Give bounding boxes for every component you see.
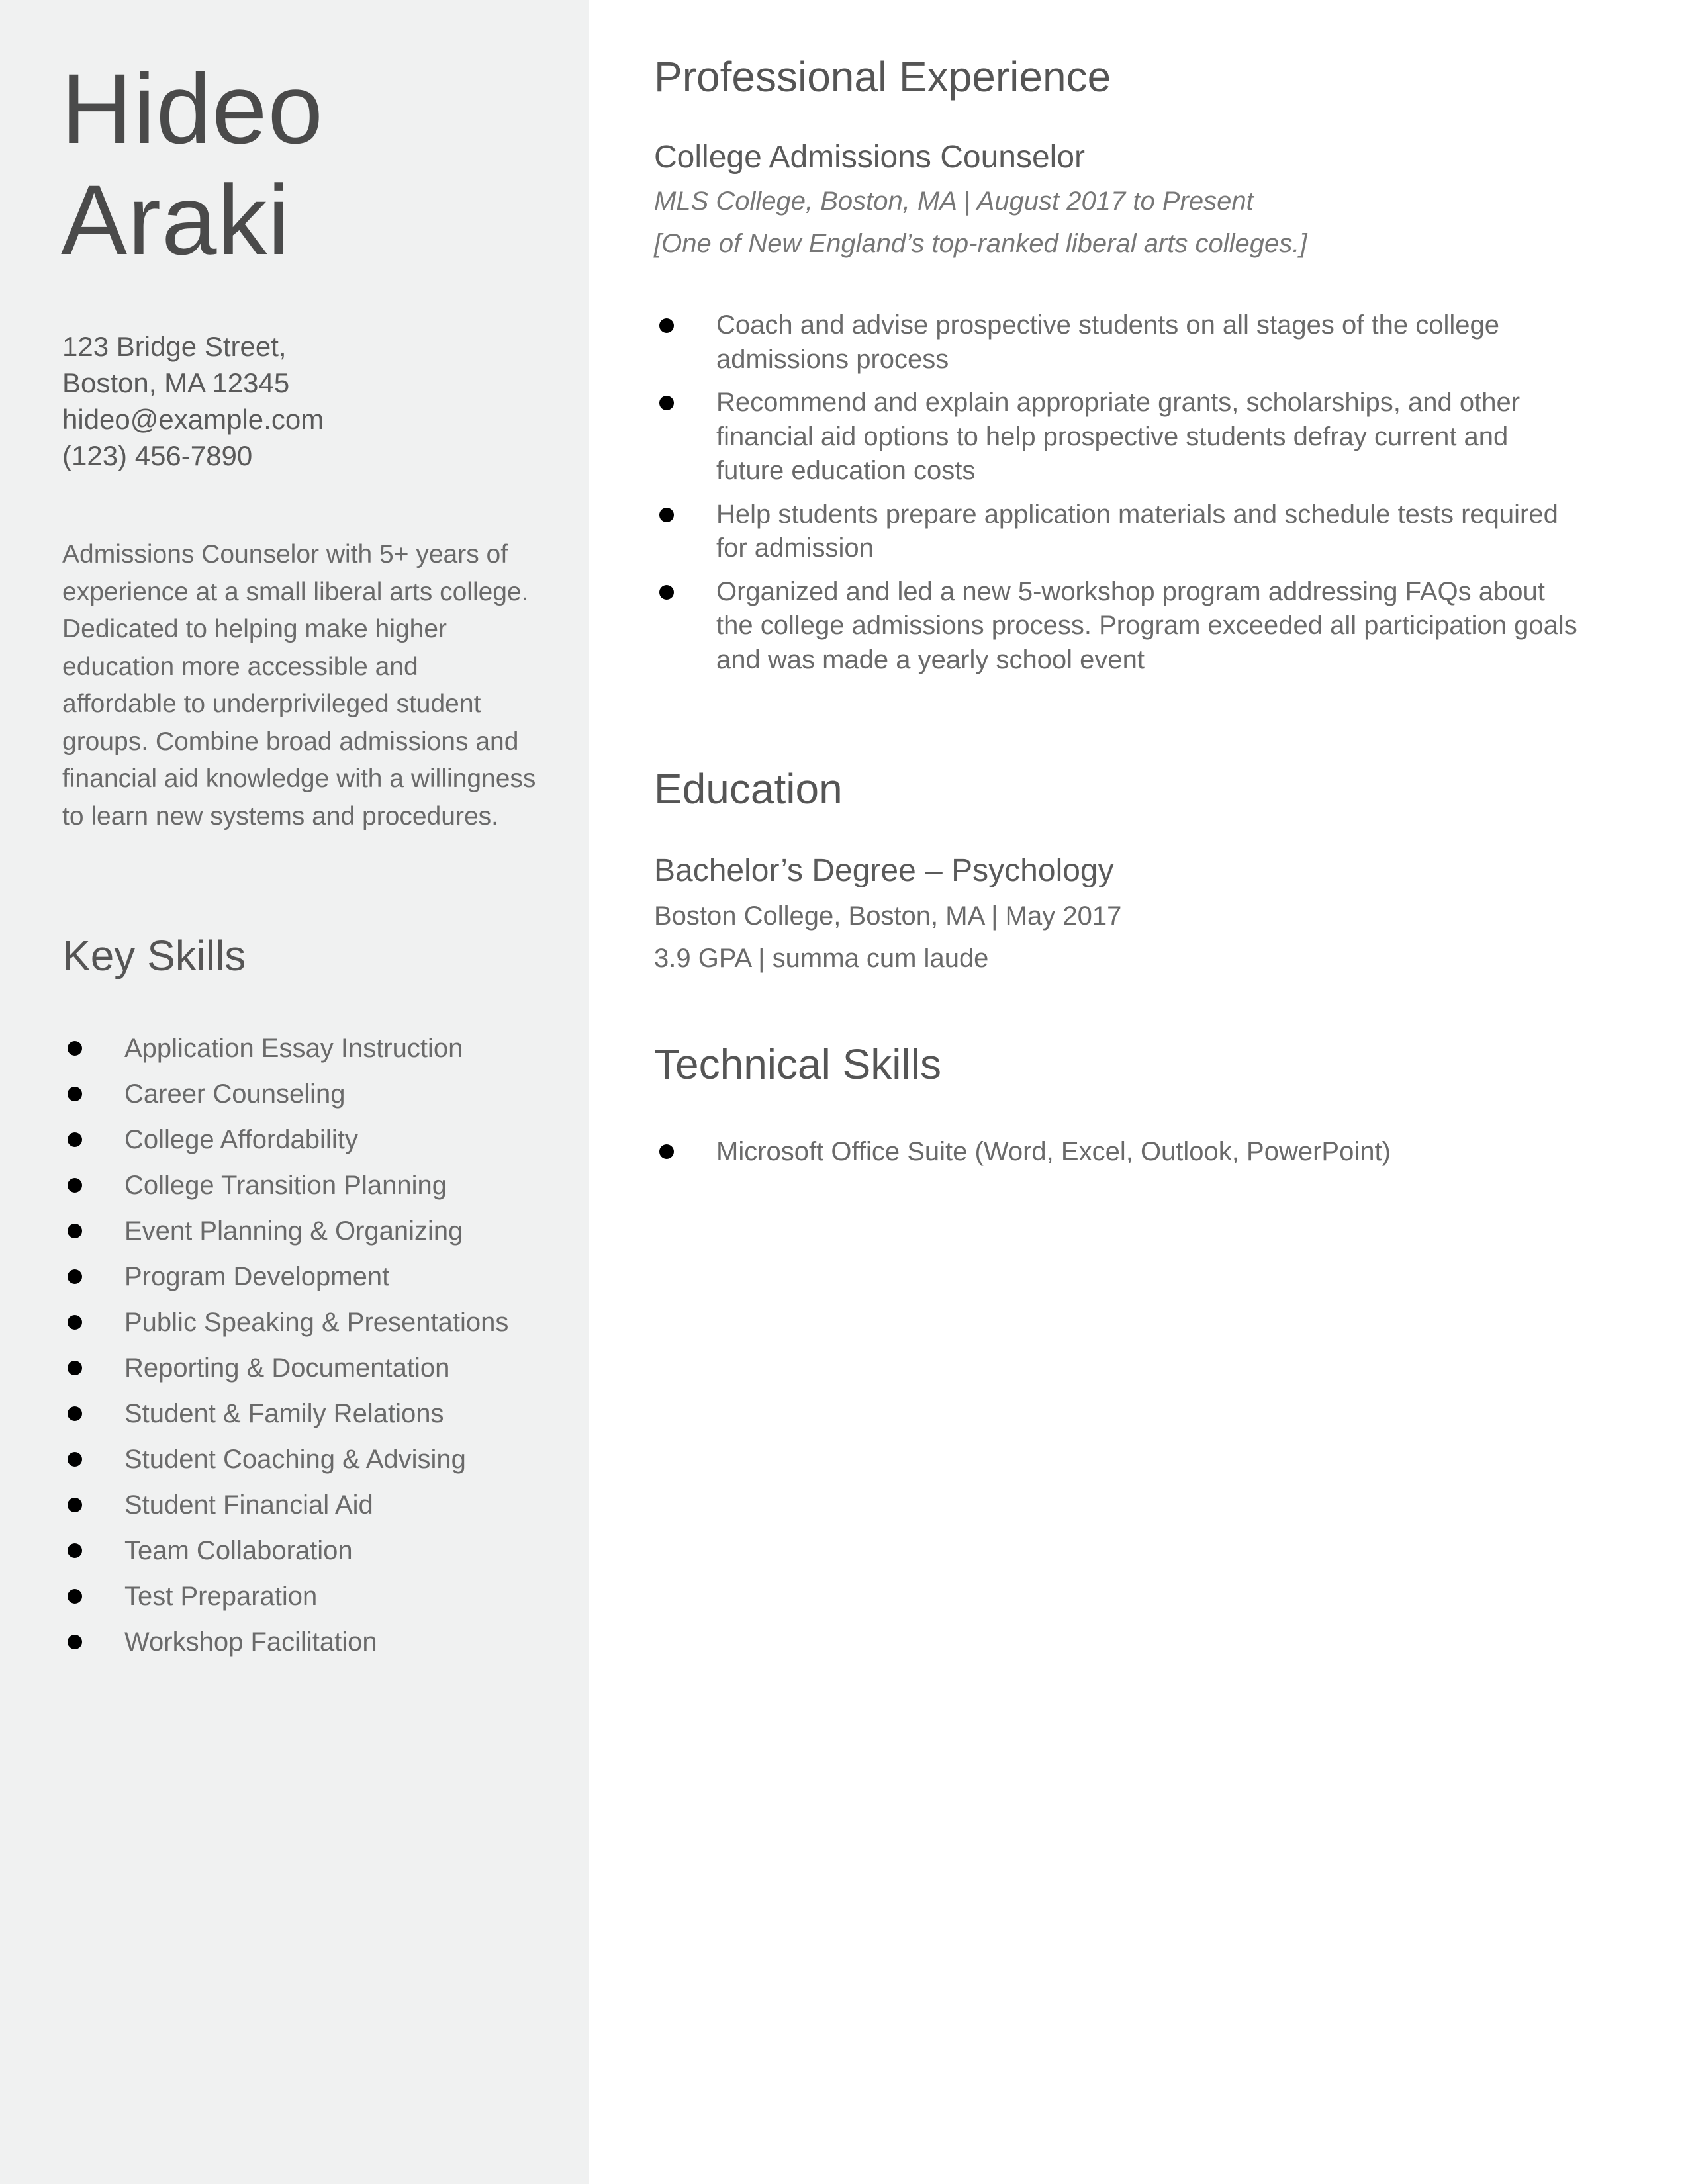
contact-city: Boston, MA 12345 [62, 367, 290, 398]
bullet-icon [659, 318, 674, 333]
bullet-icon [68, 1224, 82, 1238]
key-skill-label: Event Planning & Organizing [124, 1216, 463, 1246]
key-skill-label: Student Coaching & Advising [124, 1445, 466, 1474]
education-heading: Education [654, 765, 843, 813]
last-name: Araki [61, 164, 291, 275]
technical-skills-list [654, 1132, 1391, 1171]
key-skill-item [62, 1071, 508, 1117]
key-skill-item [62, 1345, 508, 1391]
key-skills-heading: Key Skills [62, 932, 246, 979]
technical-skill-label: Microsoft Office Suite (Word, Excel, Outlook, PowerPoint) [716, 1137, 1391, 1166]
job-duty-text: Organized and led a new 5-workshop program addressing FAQs about the college admissions process. Program exceeded all participation goals and was made a yearly school event [716, 576, 1577, 674]
key-skill-item [62, 1391, 508, 1437]
key-skill-item [62, 1208, 508, 1254]
job-duty-item [654, 498, 1581, 566]
key-skill-label: Public Speaking & Presentations [124, 1308, 509, 1337]
job-duties-list [654, 308, 1581, 686]
key-skill-label: Career Counseling [124, 1079, 346, 1109]
key-skill-label: Application Essay Instruction [124, 1034, 463, 1063]
key-skill-item [62, 1574, 508, 1619]
key-skill-item [62, 1619, 508, 1665]
key-skill-item [62, 1482, 508, 1528]
bullet-icon [68, 1132, 82, 1147]
candidate-name [61, 53, 324, 275]
key-skill-label: Student Financial Aid [124, 1490, 373, 1520]
contact-email: hideo@example.com [62, 404, 324, 435]
key-skill-item [62, 1117, 508, 1163]
job-title: College Admissions Counselor [654, 140, 1085, 175]
bullet-icon [659, 585, 674, 600]
job-employer-note: [One of New England’s top-ranked liberal arts colleges.] [654, 229, 1307, 258]
honors-line: 3.9 GPA | summa cum laude [654, 944, 989, 973]
key-skill-label: Program Development [124, 1262, 390, 1291]
key-skill-label: Student & Family Relations [124, 1399, 444, 1428]
bullet-icon [68, 1543, 82, 1558]
bullet-icon [68, 1635, 82, 1649]
key-skill-item [62, 1300, 508, 1345]
degree-title: Bachelor’s Degree – Psychology [654, 853, 1114, 888]
first-name: Hideo [61, 53, 324, 164]
job-duty-text: Recommend and explain appropriate grants, scholarships, and other financial aid options to help prospective students defray current and future education costs [716, 388, 1521, 485]
job-duty-item [654, 386, 1581, 488]
job-duty-text: Help students prepare application materials and schedule tests required for admission [716, 499, 1558, 563]
experience-heading: Professional Experience [654, 53, 1111, 101]
contact-street: 123 Bridge Street, [62, 331, 287, 362]
professional-summary: Admissions Counselor with 5+ years of experience at a small liberal arts college. Dedicated to helping make higher education more accessible and affordable to underprivileged student groups. Combine broad admissions and financial aid knowledge with a willingness to learn new systems and procedures. [62, 540, 536, 831]
bullet-icon [659, 396, 674, 410]
job-duty-item [654, 308, 1581, 377]
bullet-icon [68, 1178, 82, 1193]
key-skill-label: Workshop Facilitation [124, 1627, 377, 1657]
key-skills-list [62, 1026, 508, 1665]
key-skill-item [62, 1026, 508, 1071]
key-skill-label: College Affordability [124, 1125, 358, 1154]
key-skill-label: Team Collaboration [124, 1536, 353, 1565]
key-skill-label: Reporting & Documentation [124, 1353, 450, 1383]
bullet-icon [68, 1589, 82, 1604]
main-column [589, 0, 1688, 2184]
contact-phone: (123) 456-7890 [62, 440, 253, 471]
school-line: Boston College, Boston, MA | May 2017 [654, 901, 1122, 931]
bullet-icon [68, 1269, 82, 1284]
bullet-icon [68, 1452, 82, 1467]
key-skill-label: College Transition Planning [124, 1171, 447, 1200]
technical-skills-heading: Technical Skills [654, 1040, 941, 1088]
job-duty-text: Coach and advise prospective students on all stages of the college admissions process [716, 310, 1499, 374]
bullet-icon [68, 1087, 82, 1101]
key-skill-item [62, 1254, 508, 1300]
bullet-icon [68, 1315, 82, 1330]
key-skill-item [62, 1528, 508, 1574]
job-duty-item [654, 575, 1581, 678]
bullet-icon [68, 1041, 82, 1056]
contact-block [62, 328, 324, 474]
sidebar [0, 0, 589, 2184]
key-skill-item [62, 1163, 508, 1208]
job-employer-line: MLS College, Boston, MA | August 2017 to Present [654, 187, 1254, 216]
key-skill-label: Test Preparation [124, 1582, 318, 1611]
bullet-icon [659, 1144, 674, 1159]
bullet-icon [68, 1406, 82, 1421]
technical-skill-item [654, 1132, 1391, 1171]
bullet-icon [68, 1498, 82, 1512]
bullet-icon [659, 508, 674, 522]
bullet-icon [68, 1361, 82, 1375]
key-skill-item [62, 1437, 508, 1482]
